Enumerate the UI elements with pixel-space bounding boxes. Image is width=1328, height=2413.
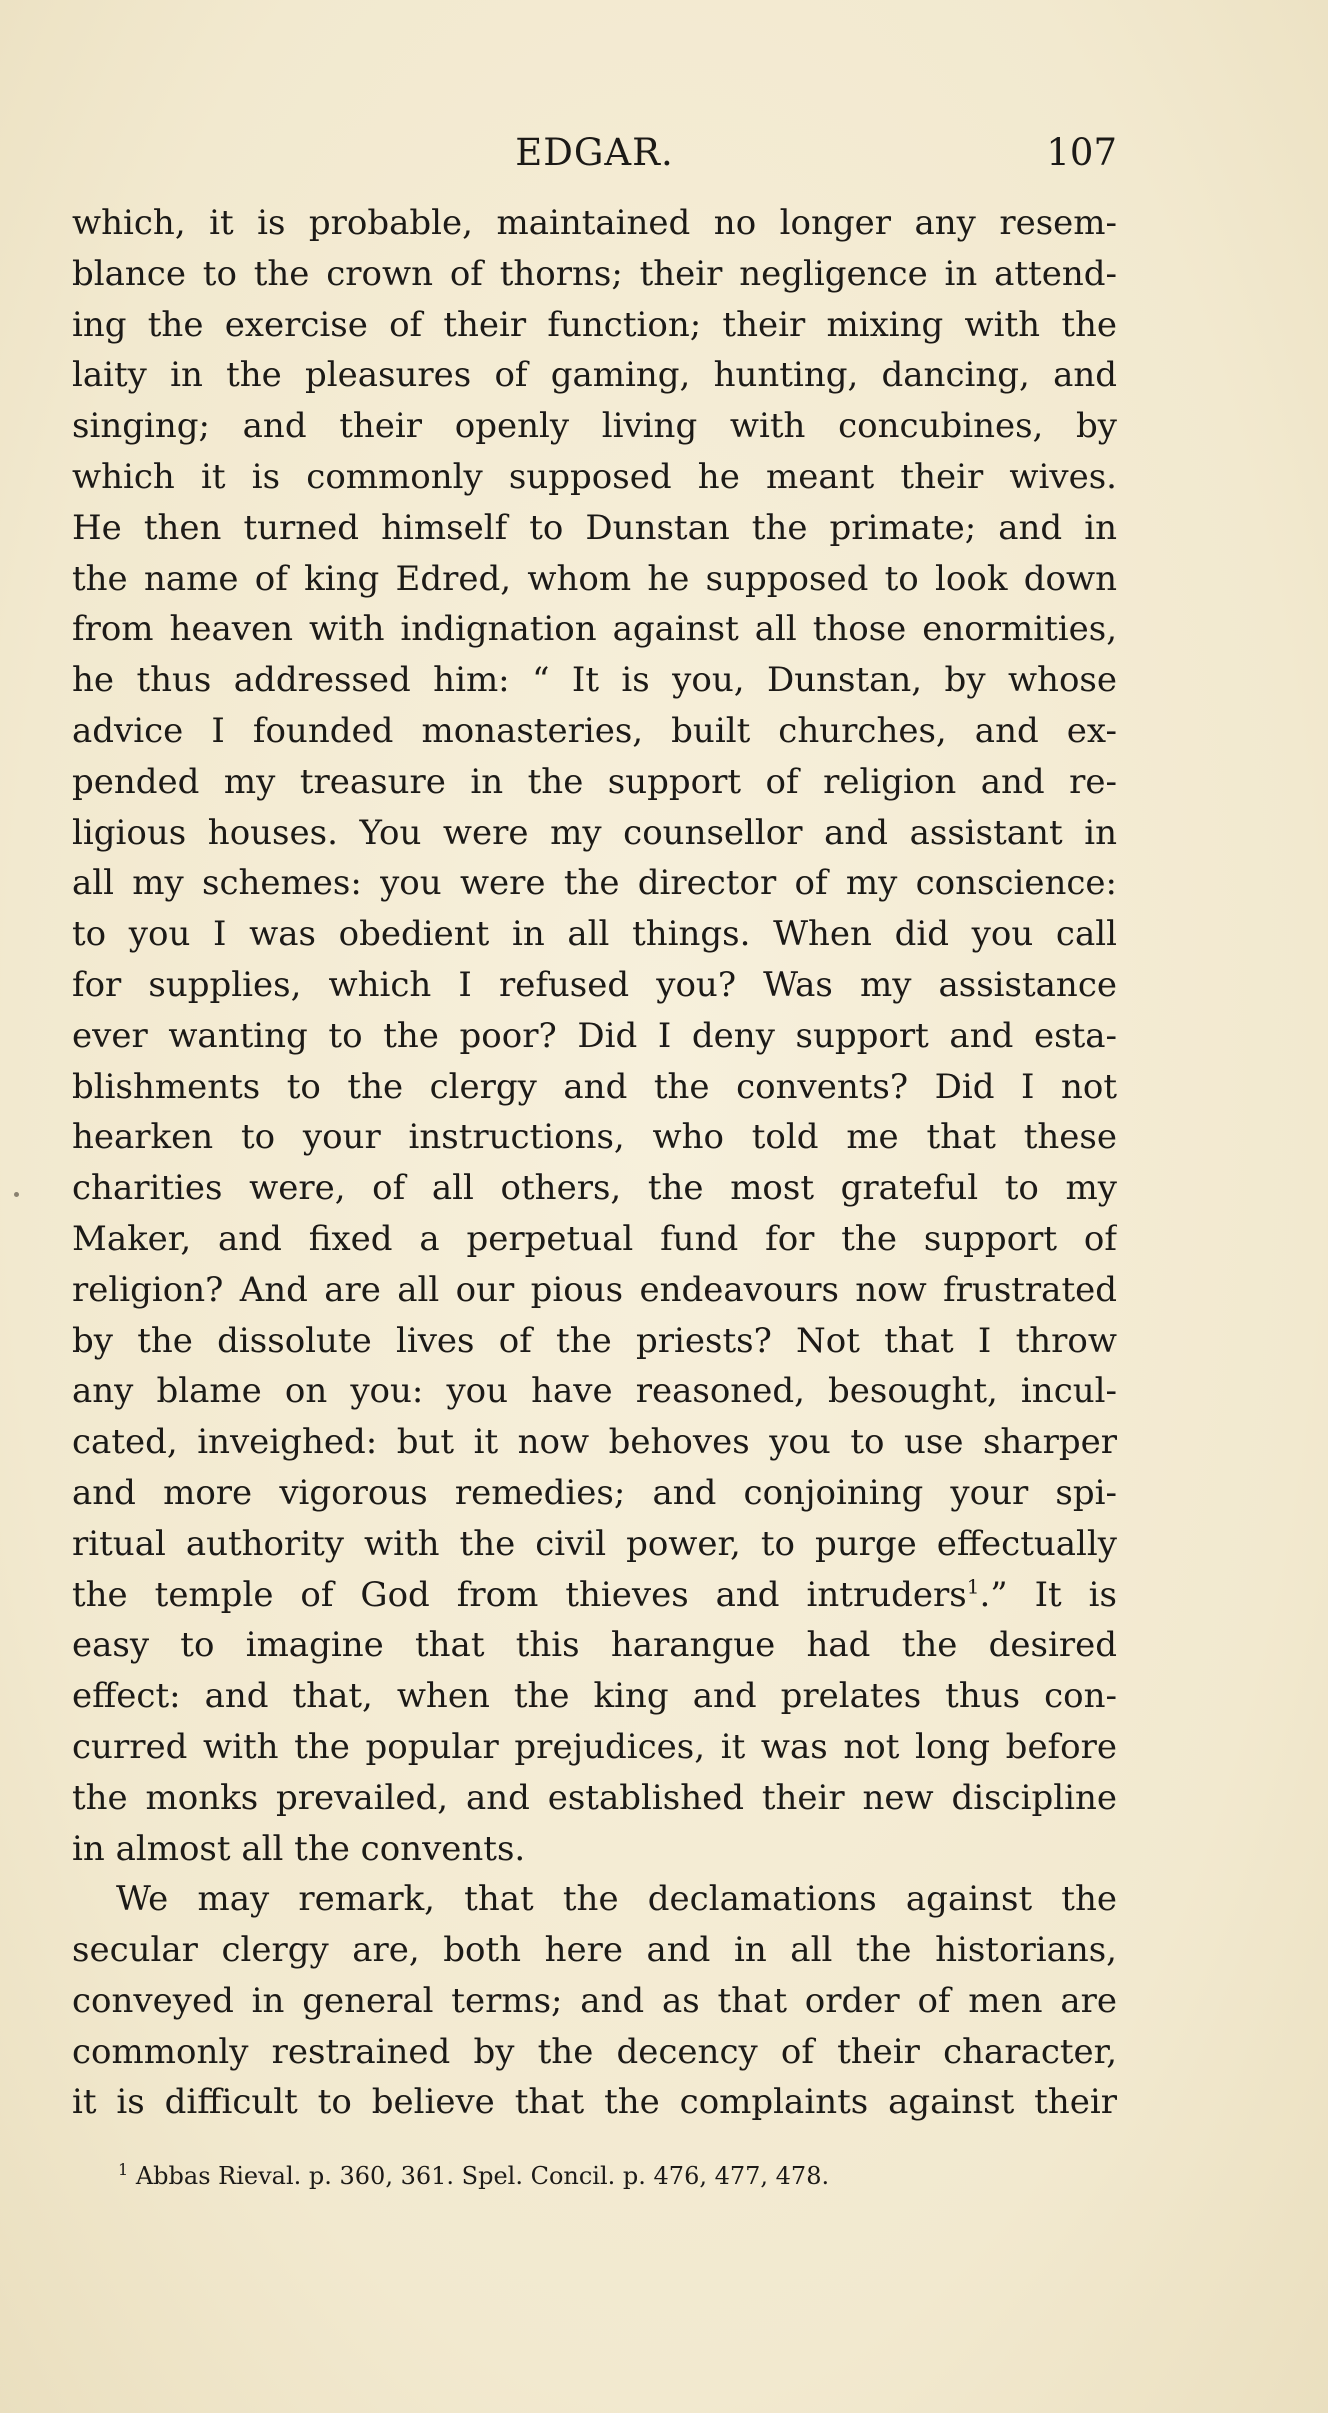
running-title: EDGAR.	[515, 131, 674, 174]
text-line: the monks prevailed, and established their new discipline	[72, 1777, 1117, 1818]
text-line: ligious houses. You were my counsellor and assistant in	[72, 812, 1117, 853]
text-line: hearken to your instructions, who told me that these	[72, 1117, 1117, 1158]
text-line: and more vigorous remedies; and conjoining your spi-	[72, 1472, 1117, 1513]
text-line: ritual authority with the civil power, to purge effectually	[72, 1523, 1117, 1564]
text-line: pended my treasure in the support of religion and re-	[72, 761, 1117, 802]
text-line: in almost all the convents.	[72, 1828, 526, 1869]
text-line: ing the exercise of their function; their mixing with the	[72, 304, 1117, 345]
text-line: laity in the pleasures of gaming, hunting, dancing, and	[72, 355, 1117, 396]
text-line: from heaven with indignation against all those enormities,	[72, 609, 1117, 650]
text-line: conveyed in general terms; and as that order of men are	[72, 1980, 1117, 2021]
text-line: for supplies, which I refused you? Was my assistance	[72, 964, 1117, 1005]
text-segment: .” It is	[979, 1574, 1117, 1615]
text-line: cated, inveighed: but it now behoves you to use sharper	[72, 1422, 1117, 1463]
text-line: charities were, of all others, the most grateful to my	[72, 1168, 1117, 1209]
text-line: secular clergy are, both here and in all the historians,	[72, 1930, 1117, 1971]
text-line: advice I founded monasteries, built churches, and ex-	[72, 710, 1117, 751]
text-line: blishments to the clergy and the convents? Did I not	[72, 1066, 1117, 1107]
text-line: it is difficult to believe that the complaints against their	[72, 2082, 1117, 2123]
text-line: ever wanting to the poor? Did I deny support and esta-	[72, 1015, 1117, 1056]
running-head	[72, 128, 1117, 178]
text-line: which, it is probable, maintained no longer any resem-	[72, 203, 1117, 243]
text-line: all my schemes: you were the director of my conscience:	[72, 863, 1117, 904]
text-line: Maker, and fixed a perpetual fund for the support of	[72, 1218, 1117, 1259]
text-line: singing; and their openly living with concubines, by	[72, 406, 1117, 447]
text-line: curred with the popular prejudices, it was not long before	[72, 1726, 1117, 1767]
text-line: commonly restrained by the decency of their character,	[72, 2031, 1117, 2072]
text-line: the name of king Edred, whom he supposed to look down	[72, 558, 1117, 599]
text-line: by the dissolute lives of the priests? Not that I throw	[72, 1320, 1117, 1361]
margin-dot	[14, 1192, 19, 1197]
page-number: 107	[1046, 131, 1117, 174]
text-line: easy to imagine that this harangue had the desired	[72, 1625, 1117, 1666]
text-line: he thus addressed him: “ It is you, Dunstan, by whose	[72, 660, 1117, 701]
text-line: We may remark, that the declamations against the	[116, 1879, 1117, 1920]
text-line: which it is commonly supposed he meant their wives.	[72, 456, 1117, 497]
text-segment: the temple of God from thieves and intruders	[72, 1574, 967, 1615]
text-line: He then turned himself to Dunstan the primate; and in	[72, 507, 1117, 548]
text-line: religion? And are all our pious endeavours now frustrated	[72, 1269, 1117, 1310]
footnote-marker: 1	[118, 2160, 129, 2179]
text-line-with-footnote-ref	[72, 1570, 1117, 1621]
footnote	[118, 2158, 1118, 2194]
footnote-text: Abbas Rieval. p. 360, 361. Spel. Concil. p. 476, 477, 478.	[135, 2162, 830, 2190]
text-line: to you I was obedient in all things. When did you call	[72, 914, 1117, 955]
footnote-reference[interactable]: 1	[966, 1574, 980, 1599]
text-line: effect: and that, when the king and prelates thus con-	[72, 1676, 1117, 1717]
text-line: any blame on you: you have reasoned, besought, incul-	[72, 1371, 1117, 1412]
text-line: blance to the crown of thorns; their negligence in attend-	[72, 253, 1117, 294]
body-text	[72, 198, 1117, 2128]
